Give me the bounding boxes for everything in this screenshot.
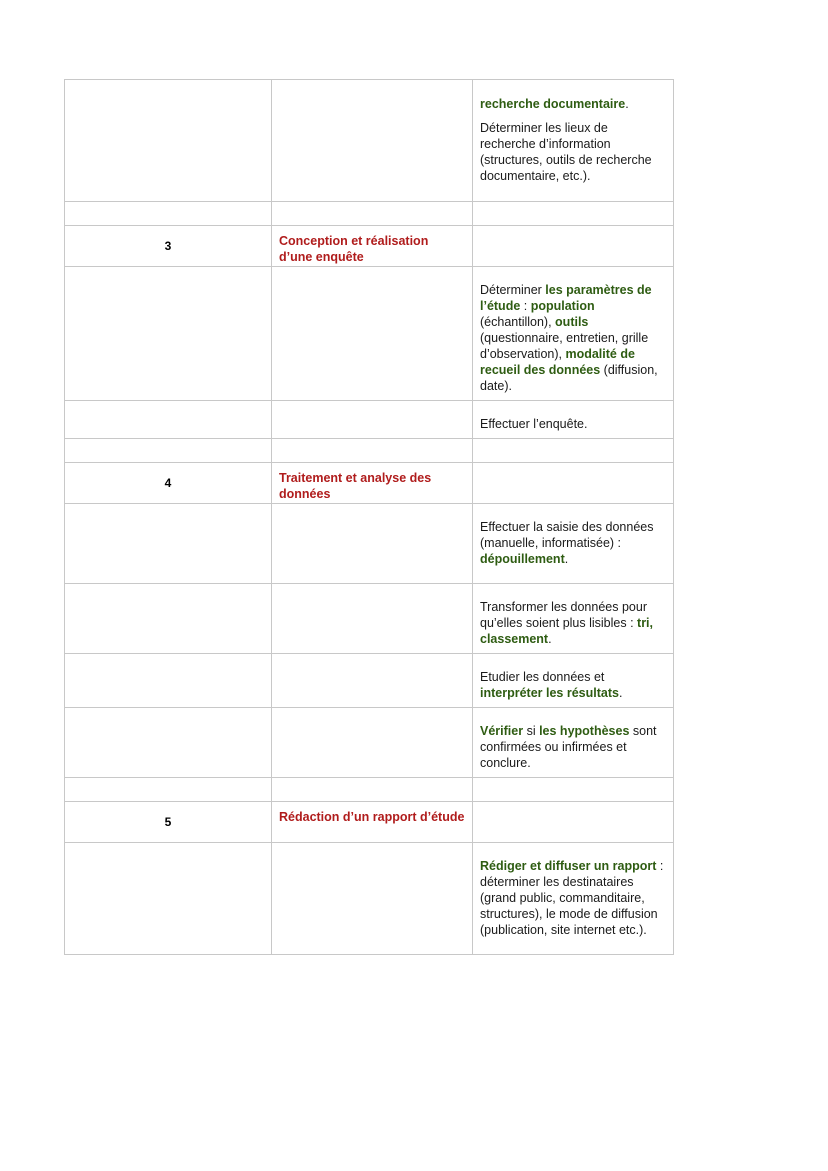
highlighted-text: tri, classement (480, 616, 654, 646)
body-text: . (564, 552, 569, 566)
detail-paragraph (480, 416, 666, 432)
step-number: 3 (65, 226, 272, 267)
step-detail-cell (473, 504, 674, 584)
highlighted-text: Rédiger et diffuser un rapport (480, 859, 657, 873)
step-number: 4 (65, 463, 272, 504)
step-title-cell (272, 226, 473, 267)
highlighted-text: recherche documentaire (480, 97, 626, 111)
step-detail-cell (473, 708, 674, 778)
step-title-cell (272, 80, 473, 202)
highlighted-text: dépouillement (480, 552, 565, 566)
highlighted-text: outils (555, 315, 589, 329)
step-detail-cell (473, 584, 674, 654)
body-text: (échantillon), (480, 315, 556, 329)
highlighted-text: interpréter les résultats (480, 686, 619, 700)
section-row (65, 463, 674, 504)
table-row (65, 267, 674, 401)
body-text: (questionnaire, entretien, grille d’observation), (480, 331, 649, 361)
detail-paragraph (480, 519, 666, 567)
body-text: (diffusion, date). (480, 363, 658, 393)
highlighted-text: les paramètres de l’étude (480, 283, 652, 313)
step-detail-cell (473, 267, 674, 401)
table-row (65, 504, 674, 584)
body-text: . (625, 97, 629, 111)
highlighted-text: modalité de recueil des données (480, 347, 635, 377)
detail-paragraph (480, 858, 666, 938)
step-title-cell (272, 802, 473, 843)
highlighted-text: Vérifier (480, 724, 524, 738)
step-detail-cell (473, 654, 674, 708)
body-text: . (548, 632, 552, 646)
body-text: Déterminer les lieux de recherche d’information (structures, outils de recherche documentaire, etc.). (480, 121, 652, 183)
spacer-row (65, 202, 674, 226)
step-title: Conception et réalisation d’une enquête (279, 234, 429, 264)
body-text: si (523, 724, 540, 738)
detail-paragraph (480, 282, 666, 394)
body-text: sont confirmées ou infirmées et conclure. (480, 724, 657, 770)
body-text: Effectuer l’enquête. (480, 417, 588, 431)
table-row (65, 708, 674, 778)
steps-table (64, 79, 674, 955)
table-row (65, 654, 674, 708)
step-detail-cell (473, 80, 674, 202)
body-text: : déterminer les destinataires (grand public, commanditaire, structures), le mode de diffusion (publication, site internet etc.). (480, 859, 664, 937)
table-row (65, 584, 674, 654)
step-number: 5 (65, 802, 272, 843)
table-row (65, 843, 674, 955)
step-title-cell (272, 463, 473, 504)
body-text: . (618, 686, 623, 700)
section-row (65, 226, 674, 267)
detail-paragraph (480, 599, 666, 647)
detail-paragraph (480, 723, 666, 771)
body-text: : (520, 299, 531, 313)
step-title: Traitement et analyse des données (279, 471, 432, 501)
detail-paragraph (480, 120, 666, 184)
body-text: Etudier les données et (480, 670, 605, 684)
section-row (65, 802, 674, 843)
table-row (65, 80, 674, 202)
detail-paragraph (480, 96, 666, 112)
step-number-cell (65, 80, 272, 202)
highlighted-text: population (530, 299, 595, 313)
body-text: Transformer les données pour qu’elles soient plus lisibles : (480, 600, 647, 630)
step-detail-cell (473, 843, 674, 955)
step-detail-cell (473, 401, 674, 439)
body-text: Effectuer la saisie des données (manuelle, informatisée) : (480, 520, 654, 550)
step-title: Rédaction d’un rapport d’étude (279, 810, 465, 824)
table-row (65, 401, 674, 439)
body-text: Déterminer (480, 283, 546, 297)
spacer-row (65, 439, 674, 463)
spacer-row (65, 778, 674, 802)
detail-paragraph (480, 669, 666, 701)
highlighted-text: les hypothèses (539, 724, 630, 738)
